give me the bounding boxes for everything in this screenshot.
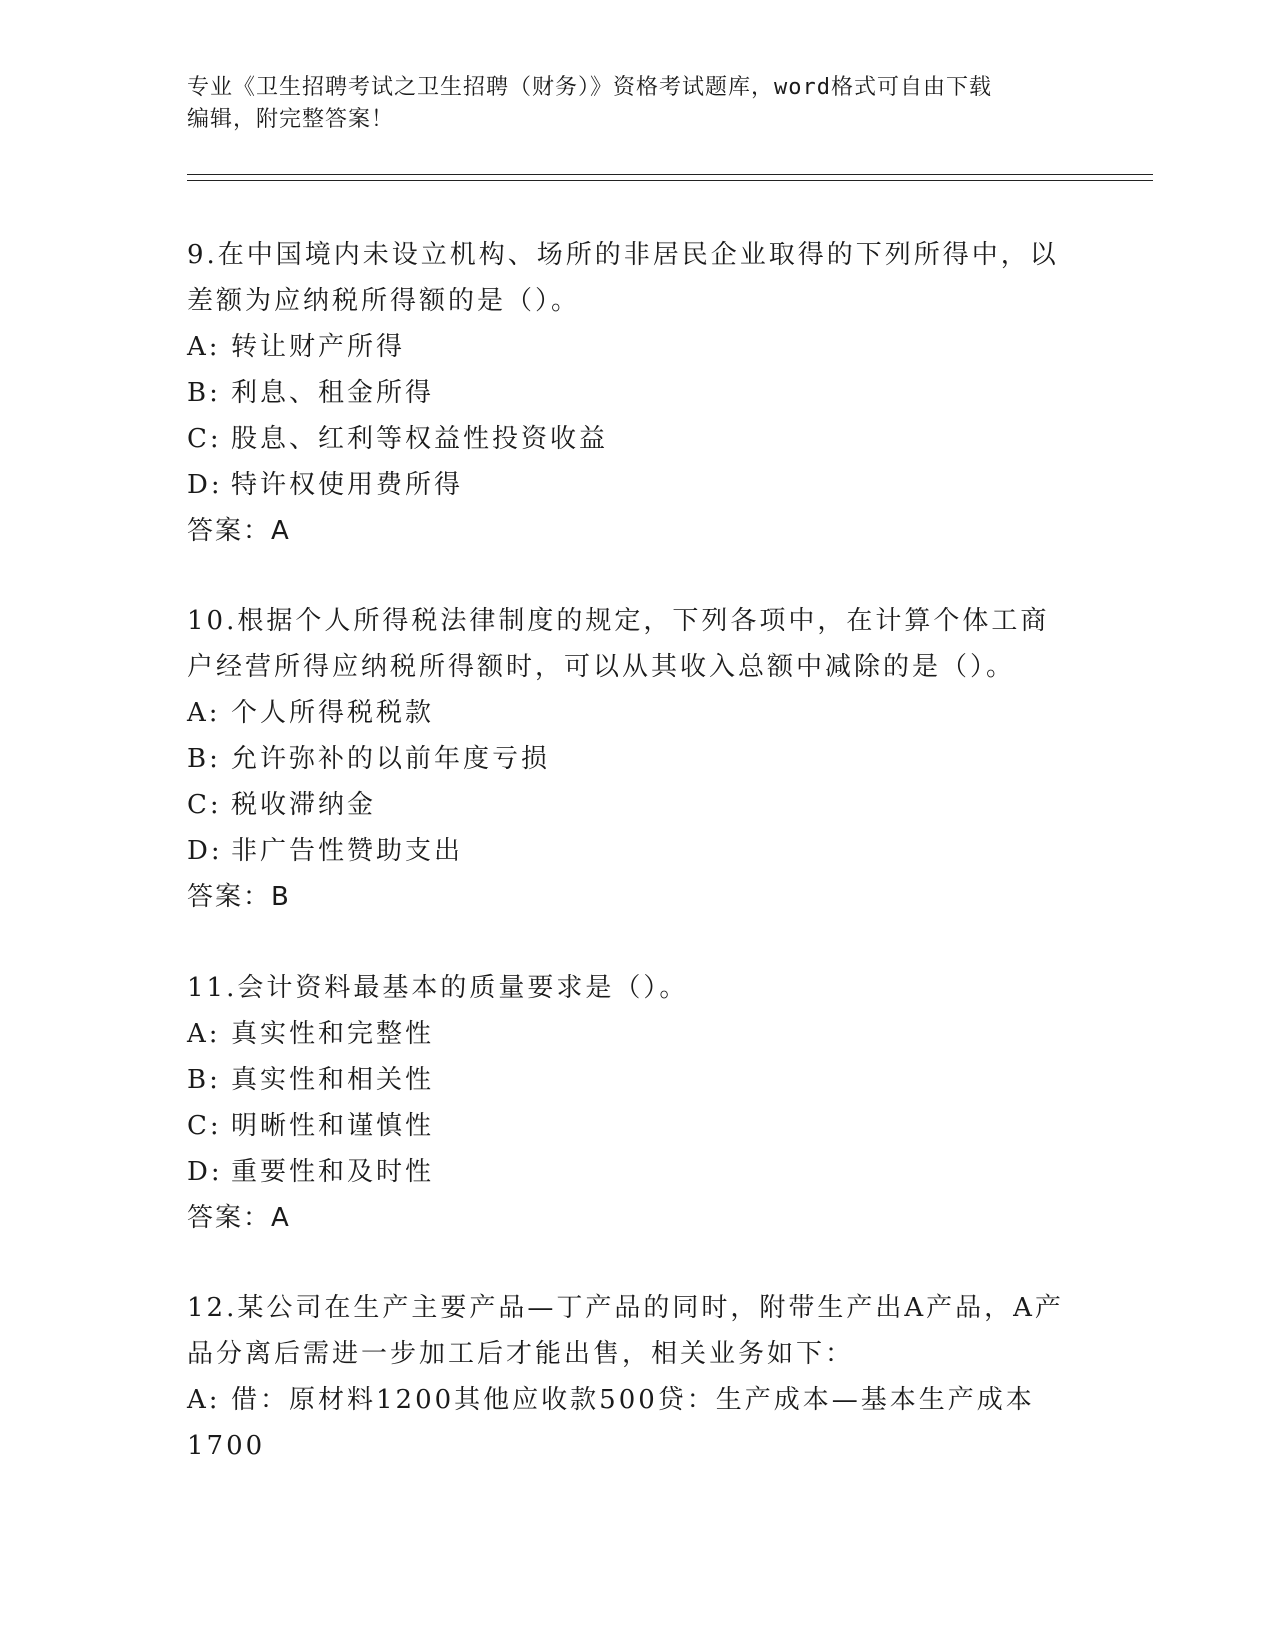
option-b: B: 真实性和相关性 xyxy=(187,1065,435,1095)
option-b: B: 允许弥补的以前年度亏损 xyxy=(187,744,551,774)
header-divider-bottom xyxy=(187,180,1153,181)
option-c: C: 股息、红利等权益性投资收益 xyxy=(187,424,609,454)
document-header xyxy=(187,72,1067,136)
option-a: A: 借：原材料1200其他应收款500贷：生产成本—基本生产成本1700 xyxy=(187,1385,1035,1461)
header-divider-top xyxy=(187,174,1153,175)
question-stem: 10.根据个人所得税法律制度的规定，下列各项中，在计算个体工商户经营所得应纳税所得额时，可以从其收入总额中减除的是（）。 xyxy=(187,606,1050,682)
question-stem: 11.会计资料最基本的质量要求是（）。 xyxy=(187,973,689,1003)
option-d: D: 特许权使用费所得 xyxy=(187,470,464,500)
question-12 xyxy=(187,1285,1077,1469)
option-a: A: 真实性和完整性 xyxy=(187,1019,435,1049)
question-11 xyxy=(187,965,1077,1241)
answer-label: 答案：B xyxy=(187,882,291,912)
option-d: D: 非广告性赞助支出 xyxy=(187,836,464,866)
question-stem: 9.在中国境内未设立机构、场所的非居民企业取得的下列所得中，以差额为应纳税所得额的是（）。 xyxy=(187,240,1059,316)
question-stem: 12.某公司在生产主要产品—丁产品的同时，附带生产出A产品，A产品分离后需进一步加工后才能出售，相关业务如下： xyxy=(187,1293,1064,1369)
question-9 xyxy=(187,232,1077,554)
question-10 xyxy=(187,598,1077,920)
answer-label: 答案：A xyxy=(187,1203,291,1233)
option-a: A: 个人所得税税款 xyxy=(187,698,435,728)
header-line-2: 编辑，附完整答案！ xyxy=(187,107,395,132)
option-c: C: 明晰性和谨慎性 xyxy=(187,1111,435,1141)
option-c: C: 税收滞纳金 xyxy=(187,790,377,820)
answer-label: 答案：A xyxy=(187,516,291,546)
header-line-1: 专业《卫生招聘考试之卫生招聘（财务）》资格考试题库，word格式可自由下载 xyxy=(187,75,992,100)
option-b: B: 利息、租金所得 xyxy=(187,378,435,408)
option-d: D: 重要性和及时性 xyxy=(187,1157,435,1187)
option-a: A: 转让财产所得 xyxy=(187,332,406,362)
